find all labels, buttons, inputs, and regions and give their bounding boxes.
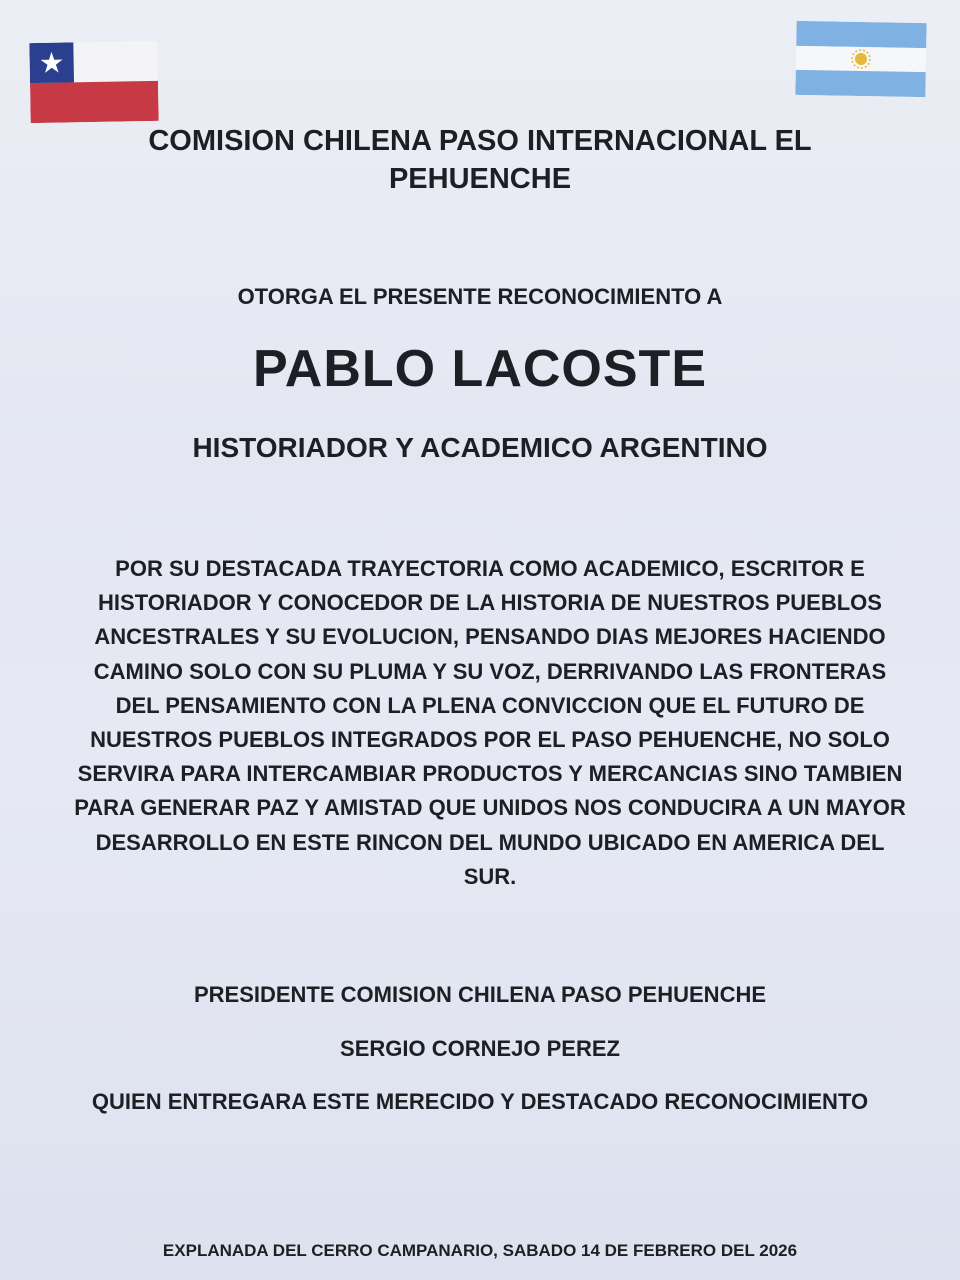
organization-title: COMISION CHILENA PASO INTERNACIONAL EL PEHUENCHE	[148, 125, 812, 195]
presentation-note: QUIEN ENTREGARA ESTE MERECIDO Y DESTACADO RECONOCIMIENTO	[91, 1089, 869, 1114]
honoree-title: HISTORIADOR Y ACADEMICO ARGENTINO	[192, 432, 768, 463]
chile-flag-icon	[29, 41, 158, 123]
grant-line: OTORGA EL PRESENTE RECONOCIMIENTO A	[237, 284, 723, 309]
argentina-flag-icon	[795, 21, 926, 97]
honoree-name: PABLO LACOSTE	[252, 340, 708, 398]
citation-text: POR SU DESTACADA TRAYECTORIA COMO ACADEMICO, ESCRITOR E HISTORIADOR Y CONOCEDOR DE LA HISTORIA DE NUESTROS PUEBLOS ANCESTRALES Y SU EVOLUCION, PENSANDO DIAS MEJORES HACIENDO CAMINO SOLO CON SU PLUMA Y SU VOZ, DERRIVANDO LAS FRONTERAS DEL PENSAMIENTO CON LA PLENA CONVICCION QUE EL FUTURO DE NUESTROS PUEBLOS INTEGRADOS POR EL PASO PEHUENCHE, NO SOLO SERVIRA PARA INTERCAMBIAR PRODUCTOS Y MERCANCIAS SINO TAMBIEN PARA GENERAR PAZ Y AMISTAD QUE UNIDOS NOS CONDUCIRA A UN MAYOR DESARROLLO EN ESTE RINCON DEL MUNDO UBICADO EN AMERICA DEL SUR.	[74, 556, 906, 889]
signatory-name: SERGIO CORNEJO PEREZ	[340, 1036, 620, 1061]
place-and-date: EXPLANADA DEL CERRO CAMPANARIO, SABADO 14 DE FEBRERO DEL 2026	[162, 1241, 798, 1260]
signatory-role: PRESIDENTE COMISION CHILENA PASO PEHUENCHE	[193, 982, 767, 1007]
